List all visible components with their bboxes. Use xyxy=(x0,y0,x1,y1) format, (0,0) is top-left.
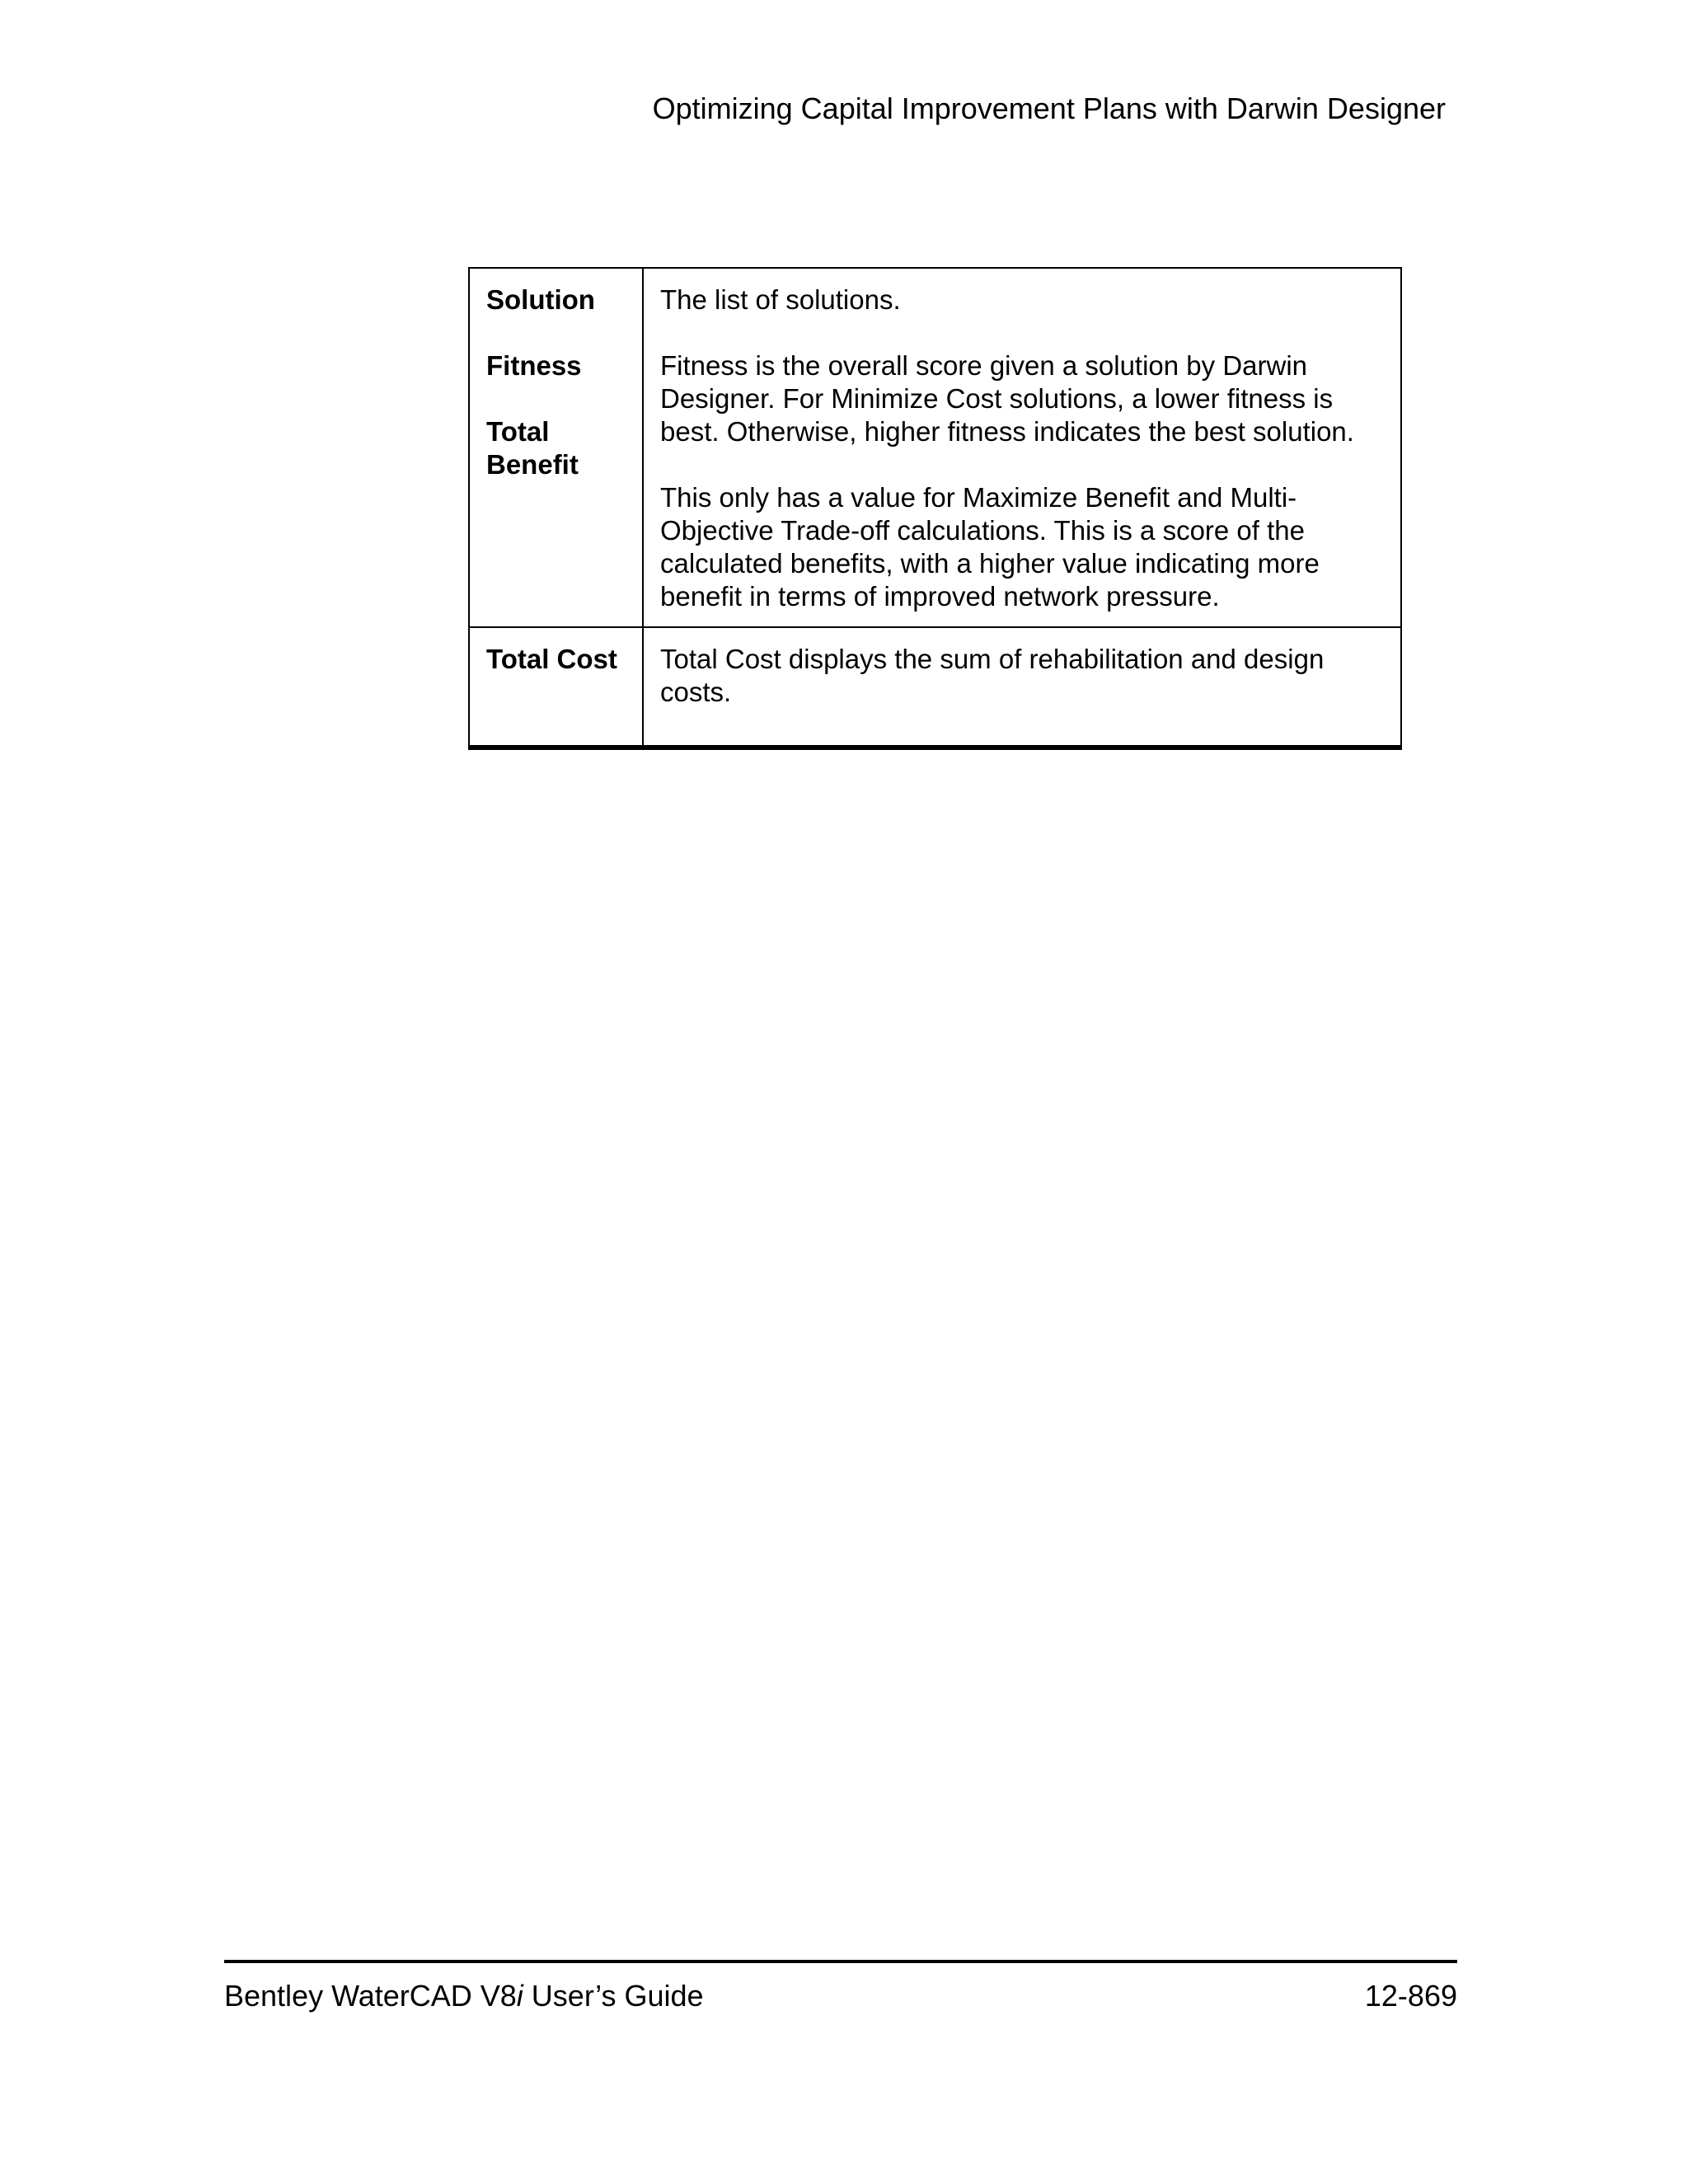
term-total-cost: Total Cost xyxy=(469,627,643,748)
footer-book-title xyxy=(224,1976,704,2016)
term-total-benefit-line2: Benefit xyxy=(486,449,579,480)
term-solution: Solution xyxy=(486,284,595,315)
page-number: 12-869 xyxy=(1364,1979,1457,2013)
parameter-table xyxy=(468,267,1402,750)
term-total-benefit-line1: Total xyxy=(486,416,550,447)
term-fitness: Fitness xyxy=(486,350,582,381)
footer-title-prefix: Bentley WaterCAD V8 xyxy=(224,1979,517,2013)
term-cell xyxy=(469,268,643,627)
footer-rule xyxy=(224,1960,1457,1963)
term-total-benefit xyxy=(486,415,626,481)
footer-title-italic: i xyxy=(516,1979,523,2013)
footer-title-suffix: User’s Guide xyxy=(523,1979,704,2013)
table-row xyxy=(469,268,1401,627)
running-header: Optimizing Capital Improvement Plans with Darwin Designer xyxy=(652,91,1446,125)
table-row xyxy=(469,627,1401,748)
desc-fitness: Fitness is the overall score given a solution by Darwin Designer. For Minimize Cost solutions, a lower fitness is best. Otherwise, higher fitness indicates the best solution. xyxy=(660,350,1354,447)
description-cell xyxy=(643,268,1401,627)
desc-solution: The list of solutions. xyxy=(660,284,901,315)
desc-total-benefit: This only has a value for Maximize Benefit and Multi-Objective Trade-off calculations. This is a score of the calculated benefits, with a higher value indicating more benefit in terms of improved network pressure. xyxy=(660,482,1320,612)
desc-total-cost: Total Cost displays the sum of rehabilitation and design costs. xyxy=(660,644,1325,707)
